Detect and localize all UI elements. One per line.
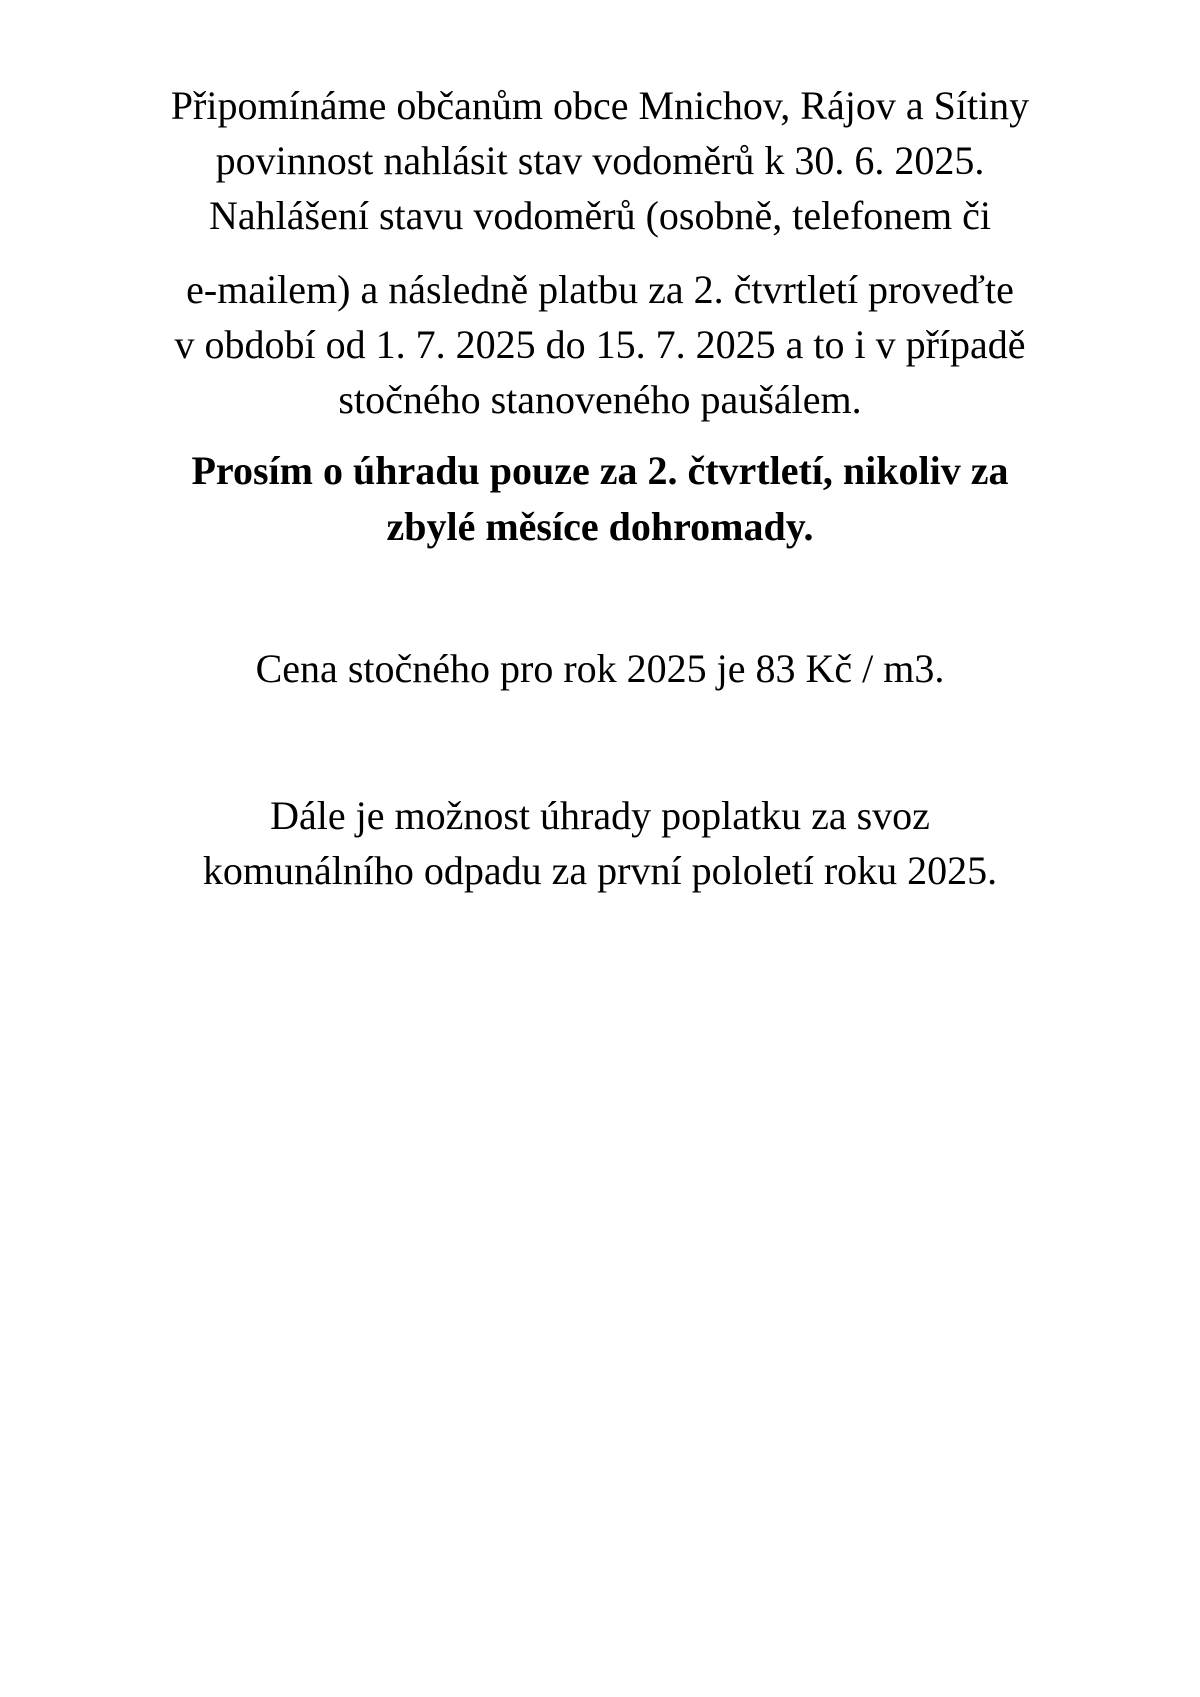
intro-line-5: v období od 1. 7. 2025 do 15. 7. 2025 a to i v případě <box>174 322 1026 367</box>
price-line: Cena stočného pro rok 2025 je 83 Kč / m3. <box>255 646 945 691</box>
waste-line-2: komunálního odpadu za první pololetí roku 2025. <box>202 848 998 893</box>
intro-line-1: Připomínáme občanům obce Mnichov, Rájov a Sítiny <box>170 83 1030 128</box>
waste-line-1: Dále je možnost úhrady poplatku za svoz <box>270 793 930 838</box>
intro-line-2: povinnost nahlásit stav vodoměrů k 30. 6. 2025. <box>215 138 985 183</box>
intro-line-3: Nahlášení stavu vodoměrů (osobně, telefonem či <box>209 193 991 238</box>
intro-line-4: e-mailem) a následně platbu za 2. čtvrtletí proveďte <box>186 267 1014 312</box>
intro-line-6: stočného stanoveného paušálem. <box>338 377 862 422</box>
emphasis-line-2: zbylé měsíce dohromady. <box>386 504 814 549</box>
emphasis-line-1: Prosím o úhradu pouze za 2. čtvrtletí, nikoliv za <box>191 448 1009 493</box>
